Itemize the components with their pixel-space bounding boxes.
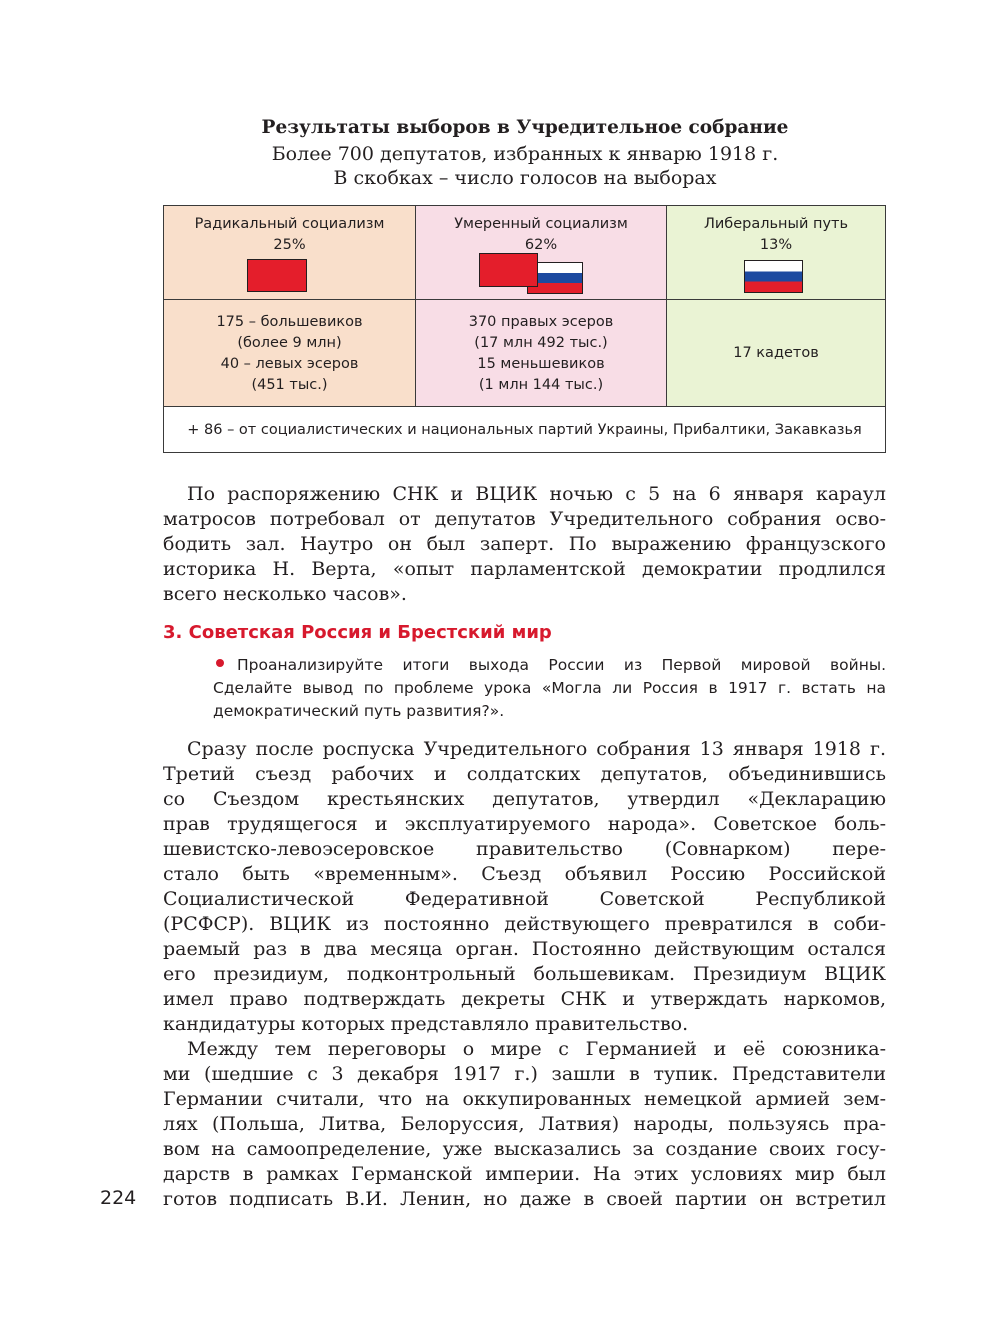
text-line: Третий съезд рабочих и солдатских депутатов, объединившись bbox=[163, 763, 886, 785]
text-line: раемый раз в два месяца орган. Постоянно действующим остался bbox=[163, 938, 886, 960]
radical-socialism-results bbox=[164, 299, 415, 406]
moderate-socialism-results bbox=[415, 299, 666, 406]
text-line: дарств в рамках Германской империи. На этих условиях мир был bbox=[163, 1163, 886, 1185]
text-line: (РСФСР). ВЦИК из постоянно действующего превратился в соби- bbox=[163, 913, 886, 935]
result-line: 175 – большевиков bbox=[216, 314, 363, 330]
text-line: ми (шедшие с 3 декабря 1917 г.) зашли в тупик. Представители bbox=[163, 1063, 886, 1085]
text-line: бодить зал. Наутро он был заперт. По выражению французского bbox=[163, 533, 886, 555]
column-percent: 62% bbox=[524, 237, 558, 253]
text-line: стало быть «временным». Съезд объявил Россию Российской bbox=[163, 863, 886, 885]
result-line: 40 – левых эсеров bbox=[220, 356, 359, 372]
text-line: вом на самоопределение, уже высказались за создание своих госу- bbox=[163, 1138, 886, 1160]
red-flag-icon bbox=[247, 259, 307, 292]
result-line: (451 тыс.) bbox=[251, 377, 328, 393]
red-flag-icon bbox=[479, 253, 538, 287]
text-line: историка Н. Верта, «опыт парламентской демократии продлился bbox=[163, 558, 886, 580]
russian-tricolor-flag-icon bbox=[744, 260, 803, 293]
table-footer: + 86 – от социалистических и национальных партий Украины, Прибалтики, Закавказья bbox=[164, 406, 885, 452]
text-line: лях (Польша, Литва, Белоруссия, Латвия) народы, пользуясь пра- bbox=[163, 1113, 886, 1135]
section-heading: 3. Советская Россия и Брестский мир bbox=[163, 622, 552, 643]
text-line: Сразу после роспуска Учредительного собрания 13 января 1918 г. bbox=[187, 738, 886, 760]
election-results-table bbox=[163, 205, 886, 453]
text-line: кандидатуры которых представляло правительство. bbox=[163, 1013, 689, 1035]
page-subtitle: Более 700 депутатов, избранных к январю 1918 г. bbox=[271, 143, 779, 165]
page-subtitle-note: В скобках – число голосов на выборах bbox=[333, 167, 717, 189]
text-line: По распоряжению СНК и ВЦИК ночью с 5 на 6 января караул bbox=[187, 483, 886, 505]
result-line: (17 млн 492 тыс.) bbox=[474, 335, 608, 351]
page-number: 224 bbox=[100, 1187, 137, 1209]
result-line: (1 млн 144 тыс.) bbox=[478, 377, 604, 393]
paragraph bbox=[163, 737, 886, 1037]
text-line: имел право подтверждать декреты СНК и утверждать наркомов, bbox=[163, 988, 886, 1010]
column-percent: 25% bbox=[273, 237, 306, 253]
liberal-path-results bbox=[666, 299, 885, 406]
text-line: Сделайте вывод по проблеме урока «Могла ли Россия в 1917 г. встать на bbox=[213, 679, 886, 697]
paragraph bbox=[163, 1037, 886, 1212]
column-percent: 13% bbox=[759, 237, 793, 253]
text-line: шевистско-левоэсеровское правительство (Совнарком) пере- bbox=[163, 838, 886, 860]
text-line: прав трудящегося и эксплуатируемого народа». Советское боль- bbox=[163, 813, 886, 835]
result-line: 370 правых эсеров bbox=[468, 314, 614, 330]
result-line: 17 кадетов bbox=[733, 344, 819, 361]
text-line: Между тем переговоры о мире с Германией и её союзника- bbox=[187, 1038, 886, 1060]
paragraph bbox=[163, 482, 886, 607]
column-name: Умеренный социализм bbox=[454, 216, 628, 232]
column-name: Радикальный социализм bbox=[194, 216, 385, 232]
text-line: всего несколько часов». bbox=[163, 583, 407, 605]
text-line: Социалистической Федеративной Советской Республикой bbox=[163, 888, 886, 910]
text-line: Германии считали, что на оккупированных немецкой армией зем- bbox=[163, 1088, 886, 1110]
text-line: Проанализируйте итоги выхода России из Первой мировой войны. bbox=[237, 656, 886, 674]
column-name: Либеральный путь bbox=[703, 216, 849, 232]
text-line: демократический путь развития?». bbox=[213, 702, 505, 720]
result-line: (более 9 млн) bbox=[237, 335, 342, 351]
result-line: 15 меньшевиков bbox=[477, 356, 605, 372]
text-line: готов подписать В.И. Ленин, но даже в своей партии он встретил bbox=[163, 1188, 886, 1210]
text-line: его президиум, подконтрольный большевикам. Президиум ВЦИК bbox=[163, 963, 886, 985]
text-line: со Съездом крестьянских депутатов, утвердил «Декларацию bbox=[163, 788, 886, 810]
task-text bbox=[213, 654, 886, 723]
text-line: матросов потребовал от депутатов Учредительного собрания осво- bbox=[163, 508, 886, 530]
page-title: Результаты выборов в Учредительное собрание bbox=[261, 117, 789, 138]
